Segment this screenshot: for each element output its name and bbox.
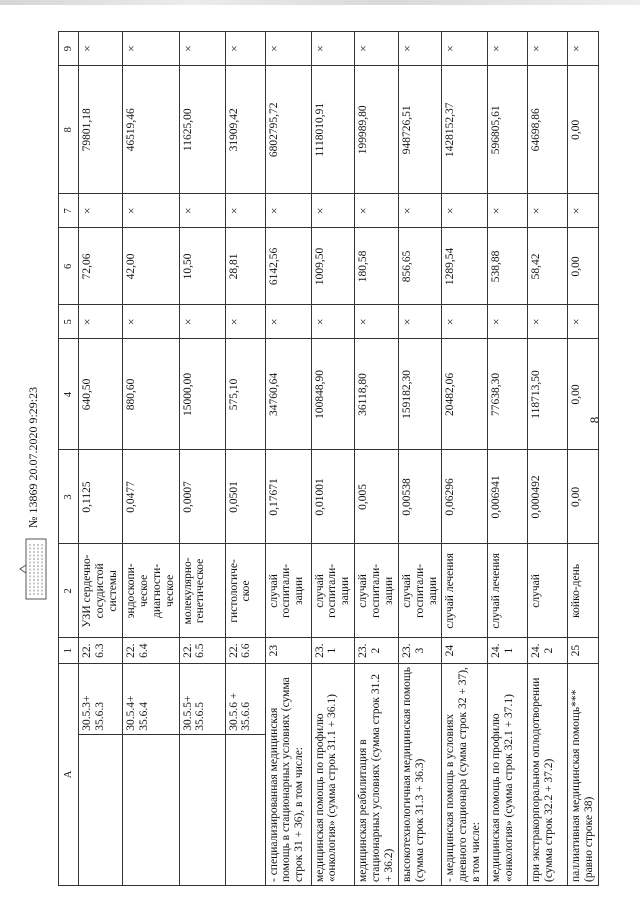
column-3-value: 0,00538 bbox=[398, 450, 442, 544]
header-cell: 6 bbox=[59, 228, 79, 305]
column-9-mark: × bbox=[488, 32, 528, 66]
column-7-mark: × bbox=[568, 194, 599, 228]
column-3-value: 0,17671 bbox=[265, 450, 311, 544]
row-label: высокотехнологичная медицинская помощь (сумма строк 31.3 + 36.3) bbox=[398, 663, 442, 885]
unit-of-measure: койко-день bbox=[568, 544, 599, 638]
column-3-value: 0,0007 bbox=[179, 450, 225, 544]
column-8-value: 1428152,37 bbox=[442, 66, 488, 194]
row-label: паллиативная медицинская помощь*** (равно строке 38) bbox=[568, 663, 599, 885]
column-5-mark: × bbox=[265, 305, 311, 339]
column-6-value: 1009,50 bbox=[311, 228, 355, 305]
table-row bbox=[265, 32, 311, 886]
column-3-value: 0,0501 bbox=[225, 450, 265, 544]
column-9-mark: × bbox=[442, 32, 488, 66]
cross-reference-code: 30.5.5+ 35.6.5 bbox=[180, 664, 225, 735]
column-8-value: 31909,42 bbox=[225, 66, 265, 194]
table-row bbox=[442, 32, 488, 886]
column-9-mark: × bbox=[179, 32, 225, 66]
column-7-mark: × bbox=[442, 194, 488, 228]
column-3-value: 0,000492 bbox=[528, 450, 568, 544]
cross-reference-code: 30.5.4+ 35.6.4 bbox=[123, 664, 179, 735]
column-4-value: 880,60 bbox=[123, 339, 180, 450]
row-number: 25 bbox=[568, 638, 599, 664]
document-number-timestamp: № 13869 20.07.2020 9:29:23 bbox=[26, 386, 40, 528]
tariff-table bbox=[58, 31, 599, 886]
row-label-cell bbox=[179, 663, 225, 885]
column-3-value: 0,005 bbox=[355, 450, 399, 544]
row-number: 22.6.6 bbox=[225, 638, 265, 664]
column-8-value: 79801,18 bbox=[79, 66, 123, 194]
column-4-value: 34760,64 bbox=[265, 339, 311, 450]
column-5-mark: × bbox=[398, 305, 442, 339]
table-row bbox=[528, 32, 568, 886]
column-3-value: 0,1125 bbox=[79, 450, 123, 544]
unit-of-measure: случай госпитали- зации bbox=[265, 544, 311, 638]
row-label: - медицинская помощь в условиях дневного стационара (сумма строк 32 + 37), в том числе: bbox=[442, 663, 488, 885]
row-label: - специализированная медицинская помощь в стационарных условиях (сумма строк 31 + 36), в том числе: bbox=[265, 663, 311, 885]
column-5-mark: × bbox=[225, 305, 265, 339]
header-cell: 8 bbox=[59, 66, 79, 194]
unit-of-measure: гистологиче- ское bbox=[225, 544, 265, 638]
column-8-value: 199989,80 bbox=[355, 66, 399, 194]
row-number: 24 bbox=[442, 638, 488, 664]
row-number: 23 bbox=[265, 638, 311, 664]
column-9-mark: × bbox=[398, 32, 442, 66]
scan-edge bbox=[0, 0, 640, 5]
unit-of-measure: случай bbox=[528, 544, 568, 638]
column-9-mark: × bbox=[79, 32, 123, 66]
unit-of-measure: молекулярно- генетическое bbox=[179, 544, 225, 638]
header-cell: 1 bbox=[59, 638, 79, 664]
column-8-value: 1118010,91 bbox=[311, 66, 355, 194]
row-number: 23.2 bbox=[355, 638, 399, 664]
row-label-cell bbox=[225, 663, 265, 885]
row-number: 24.2 bbox=[528, 638, 568, 664]
column-4-value: 15000,00 bbox=[179, 339, 225, 450]
column-5-mark: × bbox=[79, 305, 123, 339]
row-number: 24.1 bbox=[488, 638, 528, 664]
header-cell: 7 bbox=[59, 194, 79, 228]
column-3-value: 0,006941 bbox=[488, 450, 528, 544]
column-7-mark: × bbox=[225, 194, 265, 228]
row-number: 23.1 bbox=[311, 638, 355, 664]
column-7-mark: × bbox=[265, 194, 311, 228]
header-cell: A bbox=[59, 663, 79, 885]
row-label bbox=[79, 735, 122, 885]
table-row bbox=[123, 32, 180, 886]
unit-of-measure: УЗИ сердечно- сосудистой системы bbox=[79, 544, 123, 638]
header-cell: 2 bbox=[59, 544, 79, 638]
column-8-value: 6802795,72 bbox=[265, 66, 311, 194]
header-cell: 3 bbox=[59, 450, 79, 544]
column-5-mark: × bbox=[568, 305, 599, 339]
table-row bbox=[311, 32, 355, 886]
column-8-value: 596805,61 bbox=[488, 66, 528, 194]
table-body bbox=[79, 32, 599, 886]
column-5-mark: × bbox=[123, 305, 180, 339]
column-4-value: 159182,30 bbox=[398, 339, 442, 450]
table-row bbox=[179, 32, 225, 886]
column-9-mark: × bbox=[225, 32, 265, 66]
row-number: 22.6.5 bbox=[179, 638, 225, 664]
row-label-cell bbox=[123, 663, 180, 885]
unit-of-measure: случай лечения bbox=[488, 544, 528, 638]
header-cell: 5 bbox=[59, 305, 79, 339]
column-7-mark: × bbox=[398, 194, 442, 228]
row-number: 22.6.3 bbox=[79, 638, 123, 664]
row-label bbox=[226, 735, 265, 885]
column-3-value: 0,00 bbox=[568, 450, 599, 544]
column-8-value: 46519,46 bbox=[123, 66, 180, 194]
column-7-mark: × bbox=[123, 194, 180, 228]
row-label: медицинская помощь по профилю «онкология» (сумма строк 32.1 + 37.1) bbox=[488, 663, 528, 885]
column-8-value: 64698,86 bbox=[528, 66, 568, 194]
column-5-mark: × bbox=[442, 305, 488, 339]
row-label: медицинская помощь по профилю «онкология» (сумма строк 31.1 + 36.1) bbox=[311, 663, 355, 885]
column-7-mark: × bbox=[79, 194, 123, 228]
column-6-value: 42,00 bbox=[123, 228, 180, 305]
cross-reference-code: 30.5.6 + 35.6.6 bbox=[226, 664, 265, 735]
column-3-value: 0,0477 bbox=[123, 450, 180, 544]
column-5-mark: × bbox=[488, 305, 528, 339]
column-4-value: 0,00 bbox=[568, 339, 599, 450]
column-4-value: 36118,80 bbox=[355, 339, 399, 450]
table-row bbox=[355, 32, 399, 886]
column-4-value: 20482,06 bbox=[442, 339, 488, 450]
page-number: 8 bbox=[587, 416, 602, 424]
column-4-value: 77638,30 bbox=[488, 339, 528, 450]
column-7-mark: × bbox=[355, 194, 399, 228]
unit-of-measure: случай госпитали- зации bbox=[398, 544, 442, 638]
column-6-value: 856,65 bbox=[398, 228, 442, 305]
cross-reference-code: 30.5.3+ 35.6.3 bbox=[79, 664, 122, 735]
row-label: при экстракорпоральном оплодотворении (сумма строк 32.2 + 37.2) bbox=[528, 663, 568, 885]
column-9-mark: × bbox=[265, 32, 311, 66]
column-6-value: 28,81 bbox=[225, 228, 265, 305]
row-number: 23.3 bbox=[398, 638, 442, 664]
unit-of-measure: случай госпитали- зации bbox=[355, 544, 399, 638]
column-7-mark: × bbox=[311, 194, 355, 228]
row-label bbox=[123, 735, 179, 885]
column-5-mark: × bbox=[311, 305, 355, 339]
row-number: 22.6.4 bbox=[123, 638, 180, 664]
header-cell: 9 bbox=[59, 32, 79, 66]
table-row bbox=[488, 32, 528, 886]
row-label-cell bbox=[79, 663, 123, 885]
column-7-mark: × bbox=[528, 194, 568, 228]
column-6-value: 58,42 bbox=[528, 228, 568, 305]
unit-of-measure: эндоскопи- ческое диагности- ческое bbox=[123, 544, 180, 638]
rotated-table-wrapper bbox=[58, 31, 596, 886]
column-7-mark: × bbox=[179, 194, 225, 228]
column-9-mark: × bbox=[355, 32, 399, 66]
column-6-value: 6142,56 bbox=[265, 228, 311, 305]
header-cell: 4 bbox=[59, 339, 79, 450]
column-9-mark: × bbox=[123, 32, 180, 66]
unit-of-measure: случай госпитали- зации bbox=[311, 544, 355, 638]
column-6-value: 538,88 bbox=[488, 228, 528, 305]
column-6-value: 72,06 bbox=[79, 228, 123, 305]
footer bbox=[18, 300, 58, 600]
column-9-mark: × bbox=[311, 32, 355, 66]
column-8-value: 0,00 bbox=[568, 66, 599, 194]
table-row bbox=[398, 32, 442, 886]
column-8-value: 11625,00 bbox=[179, 66, 225, 194]
column-3-value: 0,01001 bbox=[311, 450, 355, 544]
column-4-value: 118713,50 bbox=[528, 339, 568, 450]
table-row bbox=[225, 32, 265, 886]
table-row bbox=[568, 32, 599, 886]
column-5-mark: × bbox=[355, 305, 399, 339]
column-3-value: 0,06296 bbox=[442, 450, 488, 544]
column-7-mark: × bbox=[488, 194, 528, 228]
unit-of-measure: случай лечения bbox=[442, 544, 488, 638]
column-8-value: 948726,51 bbox=[398, 66, 442, 194]
column-6-value: 10,50 bbox=[179, 228, 225, 305]
column-6-value: 1289,54 bbox=[442, 228, 488, 305]
column-4-value: 100848,90 bbox=[311, 339, 355, 450]
table-row bbox=[79, 32, 123, 886]
row-label bbox=[180, 735, 225, 885]
column-5-mark: × bbox=[528, 305, 568, 339]
column-9-mark: × bbox=[528, 32, 568, 66]
column-4-value: 640,50 bbox=[79, 339, 123, 450]
column-6-value: 0,00 bbox=[568, 228, 599, 305]
column-9-mark: × bbox=[568, 32, 599, 66]
registration-stamp-icon bbox=[18, 538, 48, 600]
header-row bbox=[59, 32, 79, 886]
column-4-value: 575,10 bbox=[225, 339, 265, 450]
column-5-mark: × bbox=[179, 305, 225, 339]
column-6-value: 180,58 bbox=[355, 228, 399, 305]
row-label: медицинская реабилитация в стационарных условиях (сумма строк 31.2 + 36.2) bbox=[355, 663, 399, 885]
